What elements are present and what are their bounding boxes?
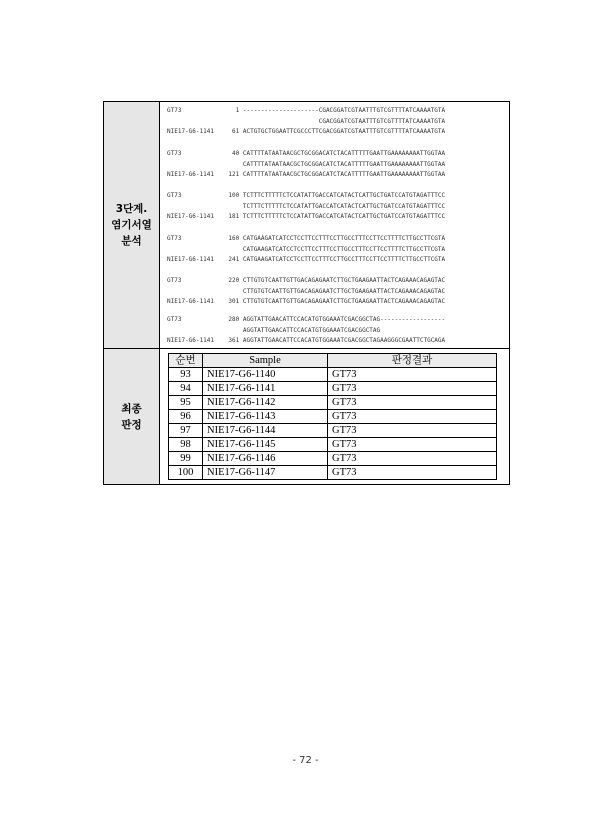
label-line: 최종: [121, 402, 142, 415]
table-row: [169, 410, 497, 424]
label-line: 분석: [121, 235, 142, 247]
alignment-line: TCTTTCTTTTTCTCCATATTGACCATCATACTCATTGCTGATCCATGTAGATTTCC: [167, 202, 446, 210]
table-row: [169, 368, 497, 382]
table-row: [169, 382, 497, 396]
cell-sample: NIE17-G6-1147: [203, 466, 328, 480]
alignment-line: CTTGTGTCAATTGTTGACAGAGAATCTTGCTGAAGAATTACTCAGAAACAGAGTAC: [167, 287, 446, 295]
final-judgement-label: [104, 349, 160, 484]
table-row: [169, 452, 497, 466]
alignment-line: NIE17-G6-1141 121 CATTTTATAATAACGCTGCGGACATCTACATTTTTGAATTGAAAAAAAATTGGTAA: [167, 171, 446, 178]
header-order: 순번: [169, 354, 203, 368]
cell-sample: NIE17-G6-1142: [203, 396, 328, 410]
cell-order: 95: [169, 396, 203, 410]
page-number: - 72 -: [292, 755, 319, 766]
alignment-line: GT73 280 AGGTATTGAACATTCCACATGTGGAAATCGACGGCTAG------------------: [167, 316, 446, 323]
alignment-line: NIE17-G6-1141 181 TCTTTCTTTTTCTCCATATTGACCATCATACTCATTGCTGATCCATGTAGATTTCC: [167, 213, 446, 220]
alignment-line: GT73 100 TCTTTCTTTTTCTCCATATTGACCATCATACTCATTGCTGATCCATGTAGATTTCC: [167, 192, 446, 199]
alignment-line: NIE17-G6-1141 61 ACTGTGCTGGAATTCGCCCTTCGACGGATCGTAATTTGTCGTTTTATCAAAATGTA: [167, 128, 446, 135]
alignment-line: CATTTTATAATAACGCTGCGGACATCTACATTTTTGAATTGAAAAAAAATTGGTAA: [167, 160, 446, 168]
alignment-line: NIE17-G6-1141 301 CTTGTGTCAATTGTTGACAGAGAATCTTGCTGAAGAATTACTCAGAAACAGAGTAC: [167, 298, 446, 305]
cell-order: 93: [169, 368, 203, 382]
analysis-table: [103, 101, 510, 485]
cell-result: GT73: [328, 452, 497, 466]
header-sample: Sample: [203, 354, 328, 368]
cell-result: GT73: [328, 382, 497, 396]
cell-order: 94: [169, 382, 203, 396]
cell-sample: NIE17-G6-1143: [203, 410, 328, 424]
cell-order: 99: [169, 452, 203, 466]
cell-sample: NIE17-G6-1141: [203, 382, 328, 396]
alignment-line: CGACGGATCGTAATTTGTCGTTTTATCAAAATGTA: [167, 117, 446, 125]
label-line: 판정: [121, 418, 142, 431]
cell-result: GT73: [328, 424, 497, 438]
cell-result: GT73: [328, 410, 497, 424]
cell-result: GT73: [328, 368, 497, 382]
cell-result: GT73: [328, 466, 497, 480]
label-line: 3단계.: [115, 203, 148, 215]
sequence-alignment: [160, 102, 509, 349]
results-table-wrap: [168, 353, 497, 480]
results-table: [168, 353, 497, 480]
cell-order: 100: [169, 466, 203, 480]
label-line: 염기서열: [111, 219, 152, 231]
table-row: [169, 396, 497, 410]
cell-sample: NIE17-G6-1145: [203, 438, 328, 452]
cell-result: GT73: [328, 438, 497, 452]
alignment-line: GT73 1 ---------------------CGACGGATCGTAATTTGTCGTTTTATCAAAATGTA: [167, 107, 446, 114]
cell-result: GT73: [328, 396, 497, 410]
table-row: [169, 466, 497, 480]
alignment-line: NIE17-G6-1141 241 CATGAAGATCATCCTCCTTCCTTTCCTTGCCTTTCCTTCCTTTTCTTGCCTTCGTA: [167, 256, 446, 263]
cell-order: 97: [169, 424, 203, 438]
cell-order: 98: [169, 438, 203, 452]
cell-sample: NIE17-G6-1144: [203, 424, 328, 438]
table-row: [169, 438, 497, 452]
cell-order: 96: [169, 410, 203, 424]
alignment-line: GT73 40 CATTTTATAATAACGCTGCGGACATCTACATTTTTGAATTGAAAAAAAATTGGTAA: [167, 150, 446, 157]
table-row: [169, 424, 497, 438]
cell-sample: NIE17-G6-1146: [203, 452, 328, 466]
sequence-analysis-label: [104, 102, 160, 349]
alignment-line: GT73 220 CTTGTGTCAATTGTTGACAGAGAATCTTGCTGAAGAATTACTCAGAAACAGAGTAC: [167, 277, 446, 284]
cell-sample: NIE17-G6-1140: [203, 368, 328, 382]
alignment-line: GT73 160 CATGAAGATCATCCTCCTTCCTTTCCTTGCCTTTCCTTCCTTTTCTTGCCTTCGTA: [167, 235, 446, 242]
alignment-line: AGGTATTGAACATTCCACATGTGGAAATCGACGGCTAG: [167, 326, 381, 334]
header-result: 판정결과: [328, 354, 497, 368]
alignment-line: CATGAAGATCATCCTCCTTCCTTTCCTTGCCTTTCCTTCCTTTTCTTGCCTTCGTA: [167, 245, 446, 253]
results-header-row: [169, 354, 497, 368]
alignment-line: NIE17-G6-1141 361 AGGTATTGAACATTCCACATGTGGAAATCGACGGCTAGAAGGGCGAATTCTGCAGA: [167, 337, 446, 344]
